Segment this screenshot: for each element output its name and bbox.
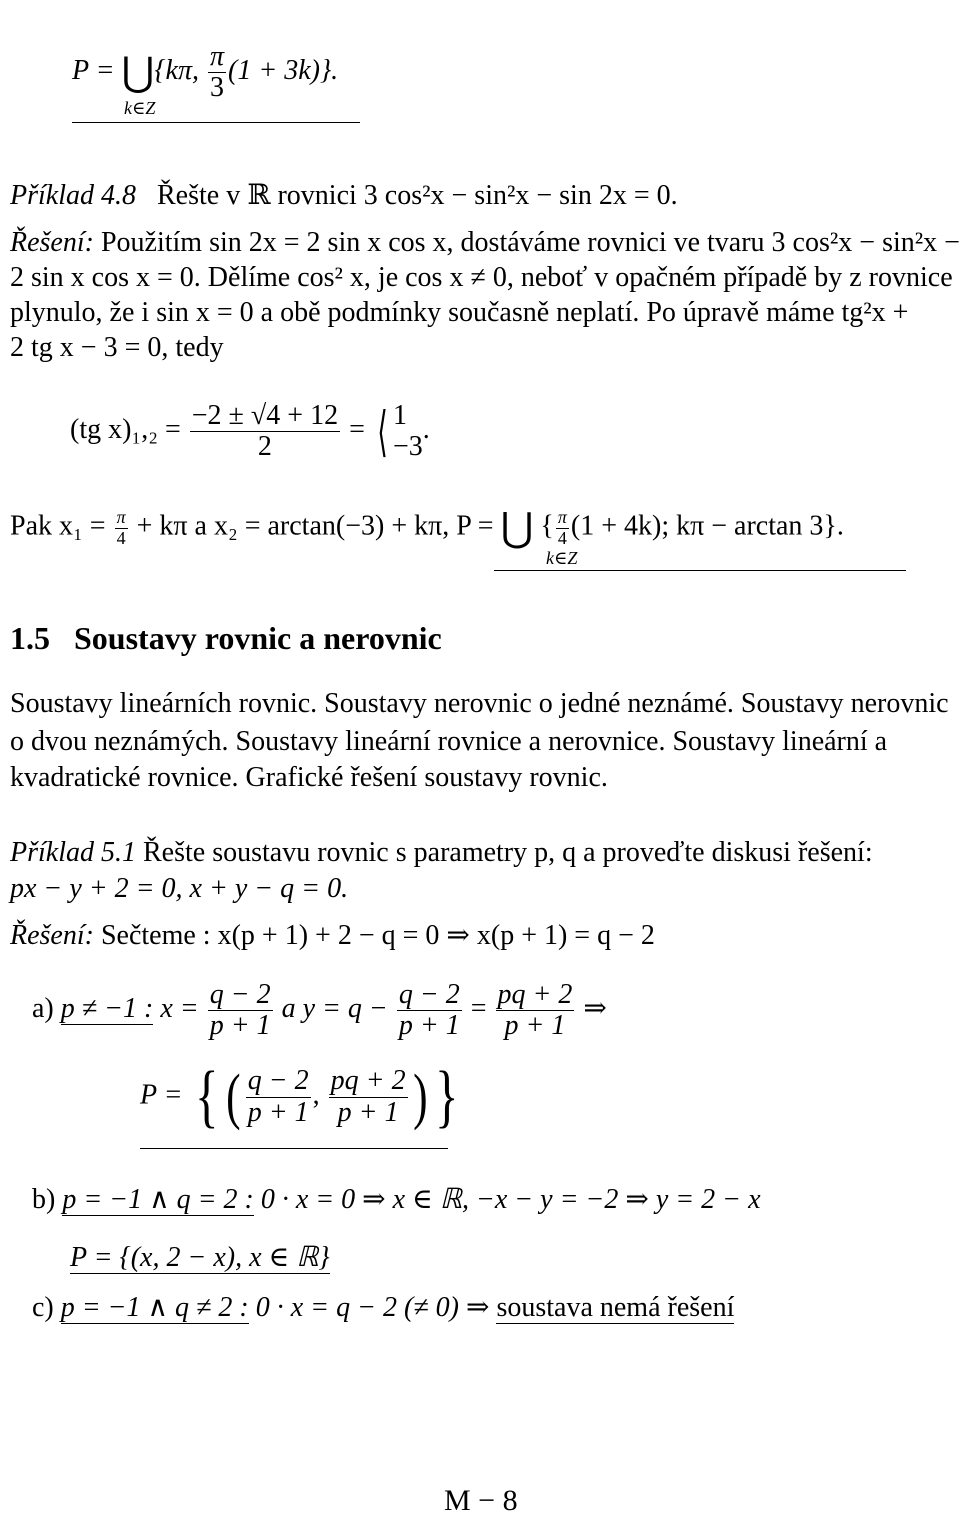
solution-set-b: P = {(x, 2 − x), x ∈ ℝ} [70, 1242, 330, 1273]
roots-fraction: $\frac{-2 \pm √4 + 12}{2}$ [191, 399, 339, 462]
pak-line: Pak x₁ = $\frac{\pi}{4}$ + kπ a x₂ = arctan(−3) + kπ, P = ⋃ { $\frac{\pi}{4}$ (1 + 4k); kπ − arctan 3}. [10, 505, 844, 550]
solution-line-2: 2 sin x cos x = 0. Dělíme cos² x, je cos x ≠ 0, neboť v opačném případě by z rovnice [10, 262, 953, 293]
solution-sum: Řešení: Sečteme : x(p + 1) + 2 − q = 0 ⇒ x(p + 1) = q − 2 [10, 920, 655, 951]
case-a: a) p ≠ −1 : x = $\frac{q - 2}{p + 1}$ a y = q − $\frac{q - 2}{p + 1}$ = $\frac{pq + 2}{p + 1}$ ⇒ [32, 979, 607, 1042]
section-number: 1.5 [10, 620, 50, 656]
union-index: k∈Z [124, 98, 156, 118]
separator-rule-2 [494, 570, 906, 571]
solution-label: Řešení: [10, 227, 94, 258]
case-brace: ⟨ [377, 402, 388, 462]
no-solution-result: soustava nemá řešení [496, 1292, 735, 1323]
section-heading [10, 620, 442, 657]
formula-set-close: (1 + 3k)}. [228, 55, 339, 87]
example-5-1-task: Příklad 5.1 Řešte soustavu rovnic s parametry p, q a proveďte diskusi řešení: [10, 837, 873, 868]
solution-set-a: P = { ( $\frac{q - 2}{p + 1}$ , $\frac{pq + 2}{p + 1}$ ) } [140, 1058, 459, 1135]
formula-lhs: P = [72, 55, 122, 87]
fraction-pi-3: $\frac{\pi}{3}$ [209, 41, 224, 104]
top-formula [72, 42, 338, 103]
roots-cases: 1 −3 [392, 399, 423, 462]
section-text-3: kvadratické rovnice. Grafické řešení soustavy rovnic. [10, 762, 608, 793]
solution-line-4: 2 tg x − 3 = 0, tedy [10, 332, 224, 363]
system-equations: px − y + 2 = 0, x + y − q = 0. [10, 873, 349, 904]
example-label: Příklad 4.8 [10, 180, 136, 211]
separator-rule [72, 122, 360, 123]
quadratic-roots-equation: (tg x)₁,₂ = $\frac{-2 \pm √4 + 12}{2}$ = ⟨ 1 −3 . [70, 399, 430, 462]
union-symbol: ⋃ [121, 49, 155, 95]
example-task: Řešte v ℝ rovnici 3 cos²x − sin²x − sin 2x = 0. [157, 180, 678, 211]
section-title: Soustavy rovnic a nerovnic [74, 620, 442, 656]
solution-line-3: plynulo, že i sin x = 0 a obě podmínky současně neplatí. Po úpravě máme tg²x + [10, 297, 909, 328]
section-text-2: o dvou neznámých. Soustavy lineární rovnice a nerovnice. Soustavy lineární a [10, 726, 888, 757]
case-b: b) p = −1 ∧ q = 2 : 0 · x = 0 ⇒ x ∈ ℝ, −x − y = −2 ⇒ y = 2 − x [32, 1184, 761, 1215]
example-label: Příklad 5.1 [10, 837, 136, 868]
section-text-1: Soustavy lineárních rovnic. Soustavy nerovnic o jedné neznámé. Soustavy nerovnic [10, 688, 949, 719]
case-c: c) p = −1 ∧ q ≠ 2 : 0 · x = q − 2 (≠ 0) ⇒ soustava nemá řešení [32, 1292, 735, 1323]
solution-label: Řešení: [10, 920, 94, 951]
pak-union-index: k∈Z [546, 548, 578, 568]
solution-set-a-underline [140, 1148, 448, 1149]
example-4-8-task [10, 178, 678, 212]
formula-set-open: {kπ, [154, 55, 206, 87]
page-number: M − 8 [444, 1484, 518, 1517]
solution-line-1: Řešení: Použitím sin 2x = 2 sin x cos x, dostáváme rovnici ve tvaru 3 cos²x − sin²x − [10, 227, 960, 258]
